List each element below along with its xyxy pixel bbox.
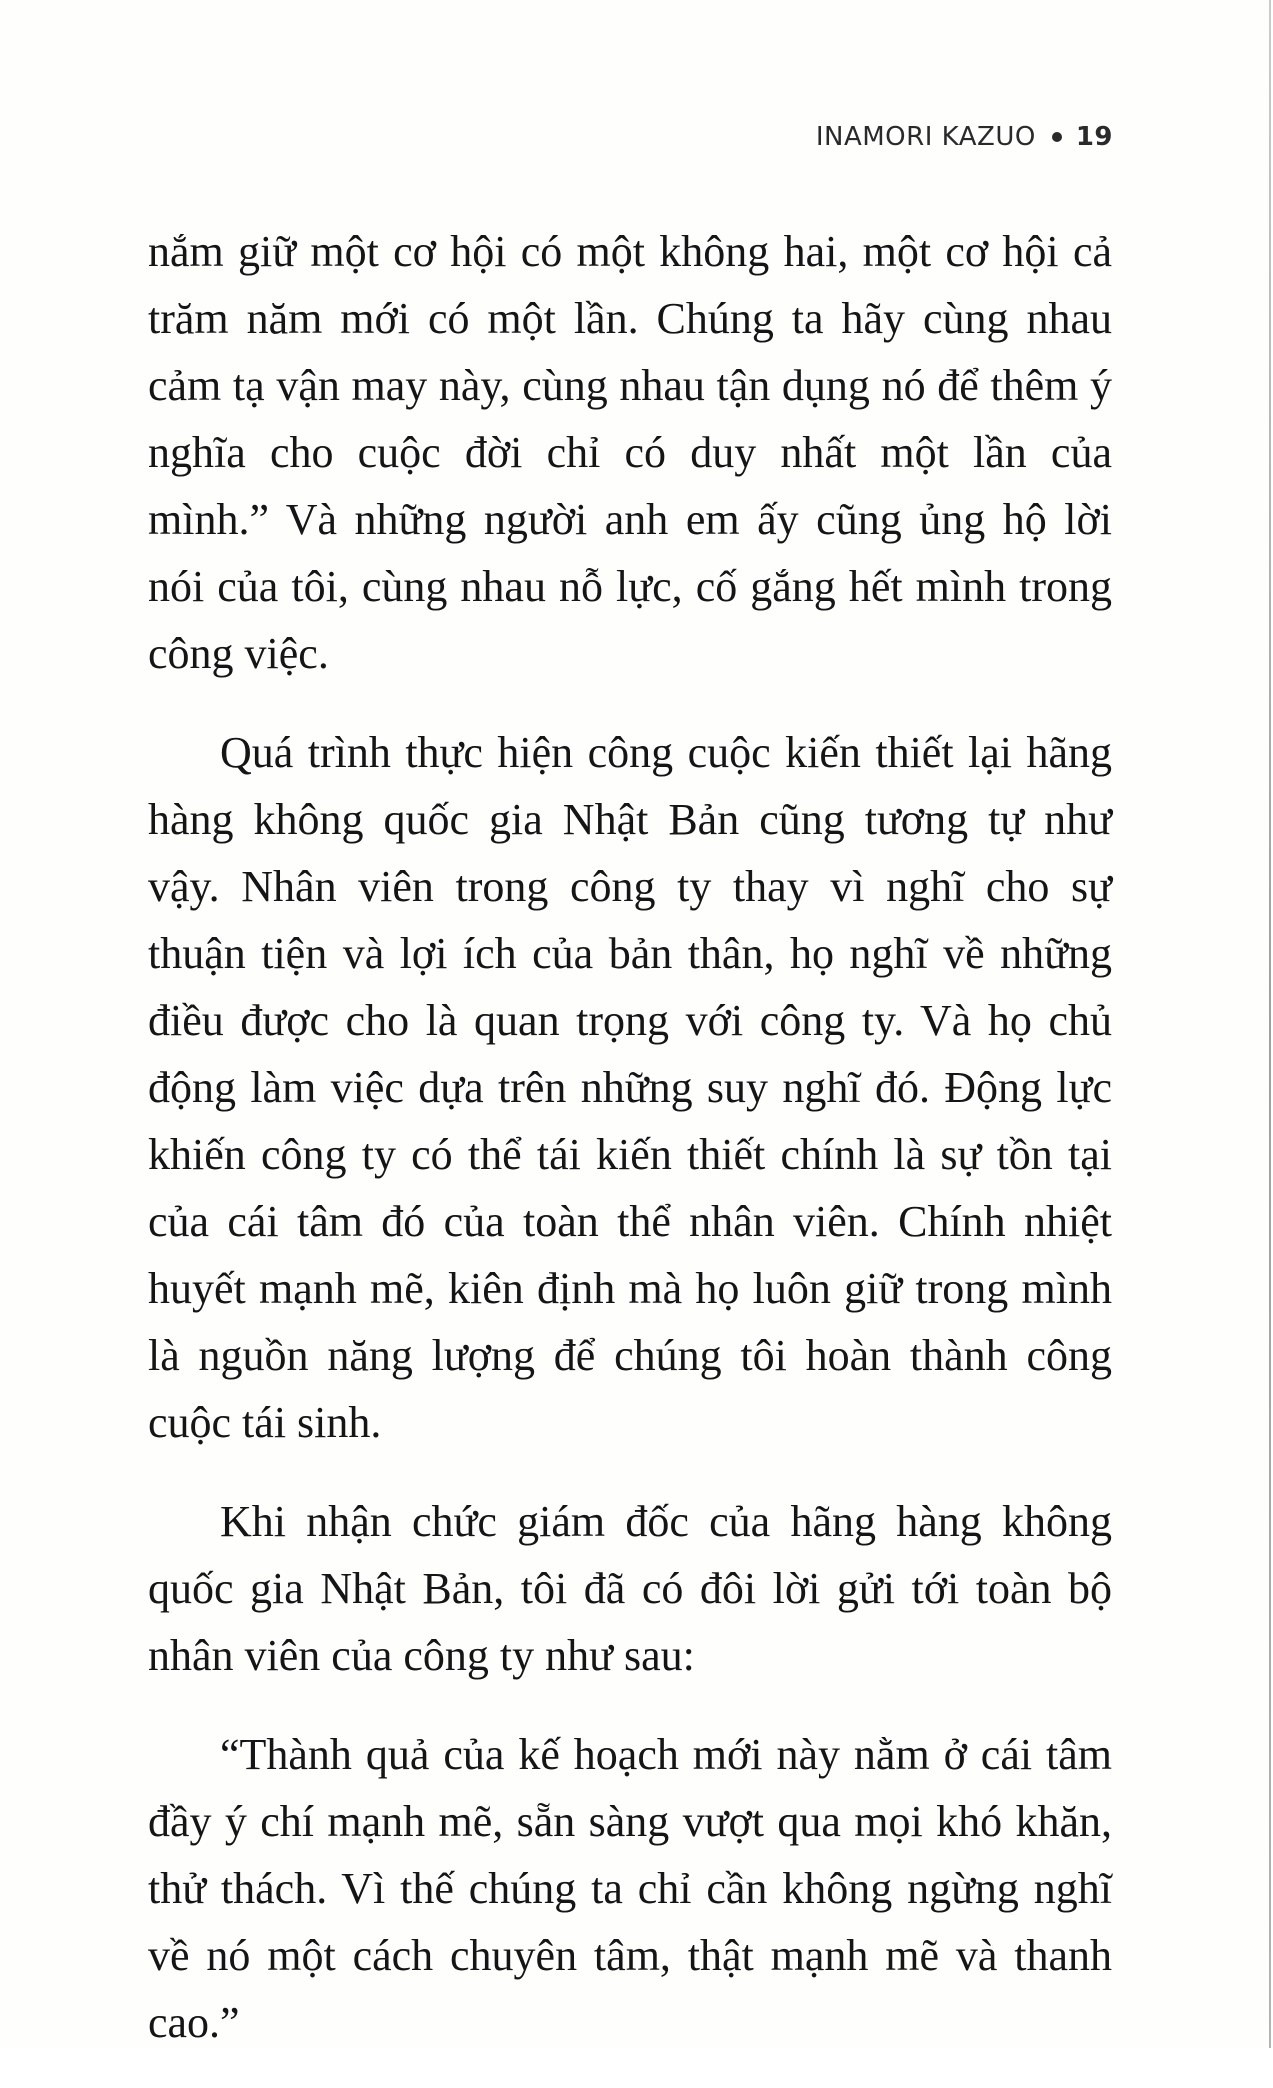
paragraph-1: nắm giữ một cơ hội có một không hai, một cơ hội cả trăm năm mới có một lần. Chúng ta hãy cùng nhau cảm tạ vận may này, cùng nhau tận dụng nó để thêm ý nghĩa cho cuộc đời chỉ có duy nhất một lần của mình.” Và những người anh em ấy cũng ủng hộ lời nói của tôi, cùng nhau nỗ lực, cố gắng hết mình trong công việc. — [148, 227, 1112, 678]
paragraph-3: Khi nhận chức giám đốc của hãng hàng không quốc gia Nhật Bản, tôi đã có đôi lời gửi tới toàn bộ nhân viên của công ty như sau: — [148, 1497, 1112, 1680]
paragraph-4-quote: “Thành quả của kế hoạch mới này nằm ở cái tâm đầy ý chí mạnh mẽ, sẵn sàng vượt qua mọi khó khăn, thử thách. Vì thế chúng ta chỉ cần không ngừng nghĩ về nó một cách chuyên tâm, thật mạnh mẽ và thanh cao.” — [148, 1730, 1112, 2047]
paragraph-2: Quá trình thực hiện công cuộc kiến thiết lại hãng hàng không quốc gia Nhật Bản cũng tương tự như vậy. Nhân viên trong công ty thay vì nghĩ cho sự thuận tiện và lợi ích của bản thân, họ nghĩ về những điều được cho là quan trọng với công ty. Và họ chủ động làm việc dựa trên những suy nghĩ đó. Động lực khiến công ty có thể tái kiến thiết chính là sự tồn tại của cái tâm đó của toàn thể nhân viên. Chính nhiệt huyết mạnh mẽ, kiên định mà họ luôn giữ trong mình là nguồn năng lượng để chúng tôi hoàn thành công cuộc tái sinh. — [148, 728, 1112, 1447]
bullet-separator-icon — [1052, 132, 1062, 142]
body-text — [148, 218, 1112, 2088]
author-name: INAMORI KAZUO — [815, 122, 1036, 152]
running-header — [816, 122, 1113, 152]
page-edge — [1269, 0, 1271, 2048]
page-number: 19 — [1075, 122, 1113, 152]
